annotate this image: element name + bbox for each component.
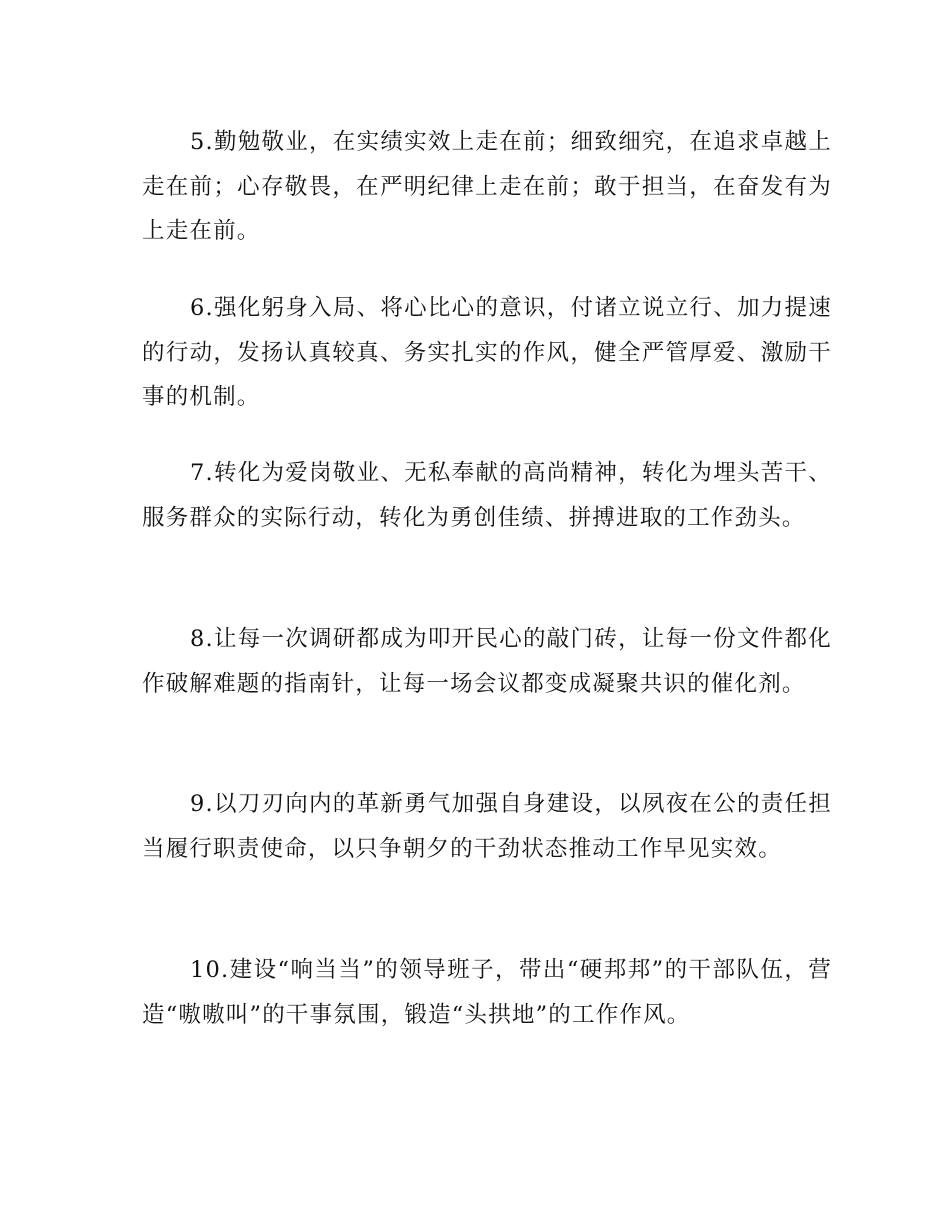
paragraph-item-7: 7.转化为爱岗敬业、无私奉献的高尚精神，转化为埋头苦干、服务群众的实际行动，转化为勇创佳绩、拼搏进取的工作劲头。: [142, 460, 832, 531]
paragraph-item-10: 10.建设“响当当”的领导班子，带出“硬邦邦”的干部队伍，营造“嗷嗷叫”的干事氛围，锻造“头拱地”的工作作风。: [142, 957, 832, 1028]
paragraph-item-6: 6.强化躬身入局、将心比心的意识，付诸立说立行、加力提速的行动，发扬认真较真、务实扎实的作风，健全严管厚爱、激励干事的机制。: [142, 295, 832, 410]
paragraph-item-9: 9.以刀刃向内的革新勇气加强自身建设，以夙夜在公的责任担当履行职责使命，以只争朝夕的干劲状态推动工作早见实效。: [142, 791, 832, 862]
paragraph-item-8: 8.让每一次调研都成为叩开民心的敲门砖，让每一份文件都化作破解难题的指南针，让每一场会议都变成凝聚共识的催化剂。: [142, 626, 832, 697]
paragraph-item-5: 5.勤勉敬业，在实绩实效上走在前；细致细究，在追求卓越上走在前；心存敬畏，在严明纪律上走在前；敢于担当，在奋发有为上走在前。: [142, 129, 832, 244]
